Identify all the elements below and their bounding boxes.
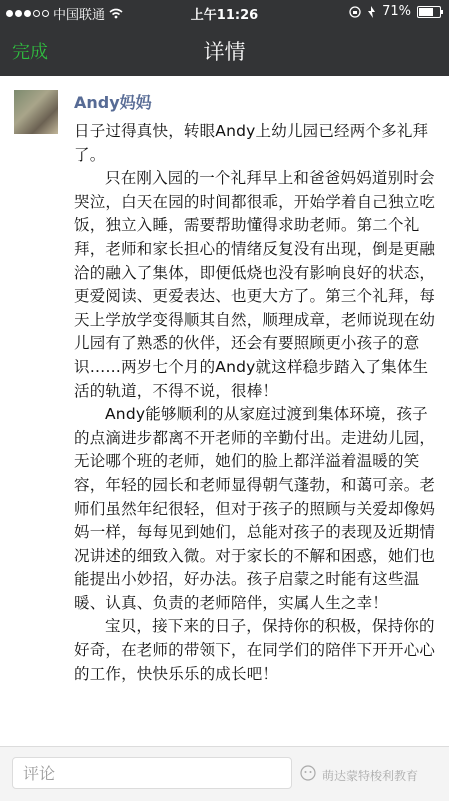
- comment-bar: [0, 746, 449, 801]
- post-paragraph: 日子过得真快，转眼Andy上幼儿园已经两个多礼拜了。: [74, 122, 429, 164]
- post-paragraph: 宝贝，接下来的日子，保持你的积极，保持你的好奇，在老师的带领下，在同学们的陪伴下开开心心的工作，快快乐乐的成长吧！: [74, 617, 436, 683]
- rotation-lock-icon: [349, 6, 361, 18]
- done-button[interactable]: 完成: [12, 42, 48, 63]
- status-right: [349, 4, 441, 19]
- post: [0, 76, 449, 746]
- post-text: [74, 120, 440, 686]
- post-paragraph: 只在刚入园的一个礼拜早上和爸爸妈妈道别时会哭泣，白天在园的时间都很乖，开始学着自己独立吃饭，独立入睡，需要帮助懂得求助老师。第二个礼拜，老师和家长担心的情绪反复没有出现，倒是更融洽的融入了集体，即便低烧也没有影响良好的状态，更爱阅读、更爱表达、也更大方了。第三个礼拜，每天上学放学变得顺其自然，顺理成章，老师说现在幼儿园有了熟悉的伙伴，还会有要照顾更小孩子的意识……两岁七个月的Andy就这样稳步踏入了集体生活的轨道，不得不说，很棒！: [74, 169, 436, 400]
- status-bar: [0, 0, 449, 24]
- carrier-label: 中国联通: [53, 8, 106, 23]
- alarm-icon: [367, 6, 376, 18]
- comment-input[interactable]: 评论: [12, 757, 292, 789]
- author-name[interactable]: Andy妈妈: [74, 93, 152, 112]
- clock: 上午11:26: [190, 8, 259, 23]
- page-title: 详情: [203, 40, 246, 64]
- post-paragraph: Andy能够顺利的从家庭过渡到集体环境，孩子的点滴进步都离不开老师的辛勤付出。走进幼儿园，无论哪个班的老师，她们的脸上都洋溢着温暖的笑容，年轻的园长和老师显得朝气蓬勃，和蔼可亲。老师们虽然年纪很轻，但对于孩子的照顾与关爱却像妈妈一样，每每见到她们，总能对孩子的表现及近期情况讲述的细致入微。对于家长的不解和困惑，她们也能提出小妙招，好办法。孩子启蒙之时能有这些温暖、认真、负责的老师陪伴，实属人生之幸！: [74, 405, 436, 612]
- watermark: 萌达蒙特梭利教育: [322, 769, 419, 783]
- battery-percent: 71%: [382, 4, 411, 19]
- wechat-logo-icon: [300, 765, 316, 781]
- avatar[interactable]: [14, 90, 58, 134]
- battery-icon: [417, 6, 441, 18]
- navigation-bar: [0, 24, 449, 76]
